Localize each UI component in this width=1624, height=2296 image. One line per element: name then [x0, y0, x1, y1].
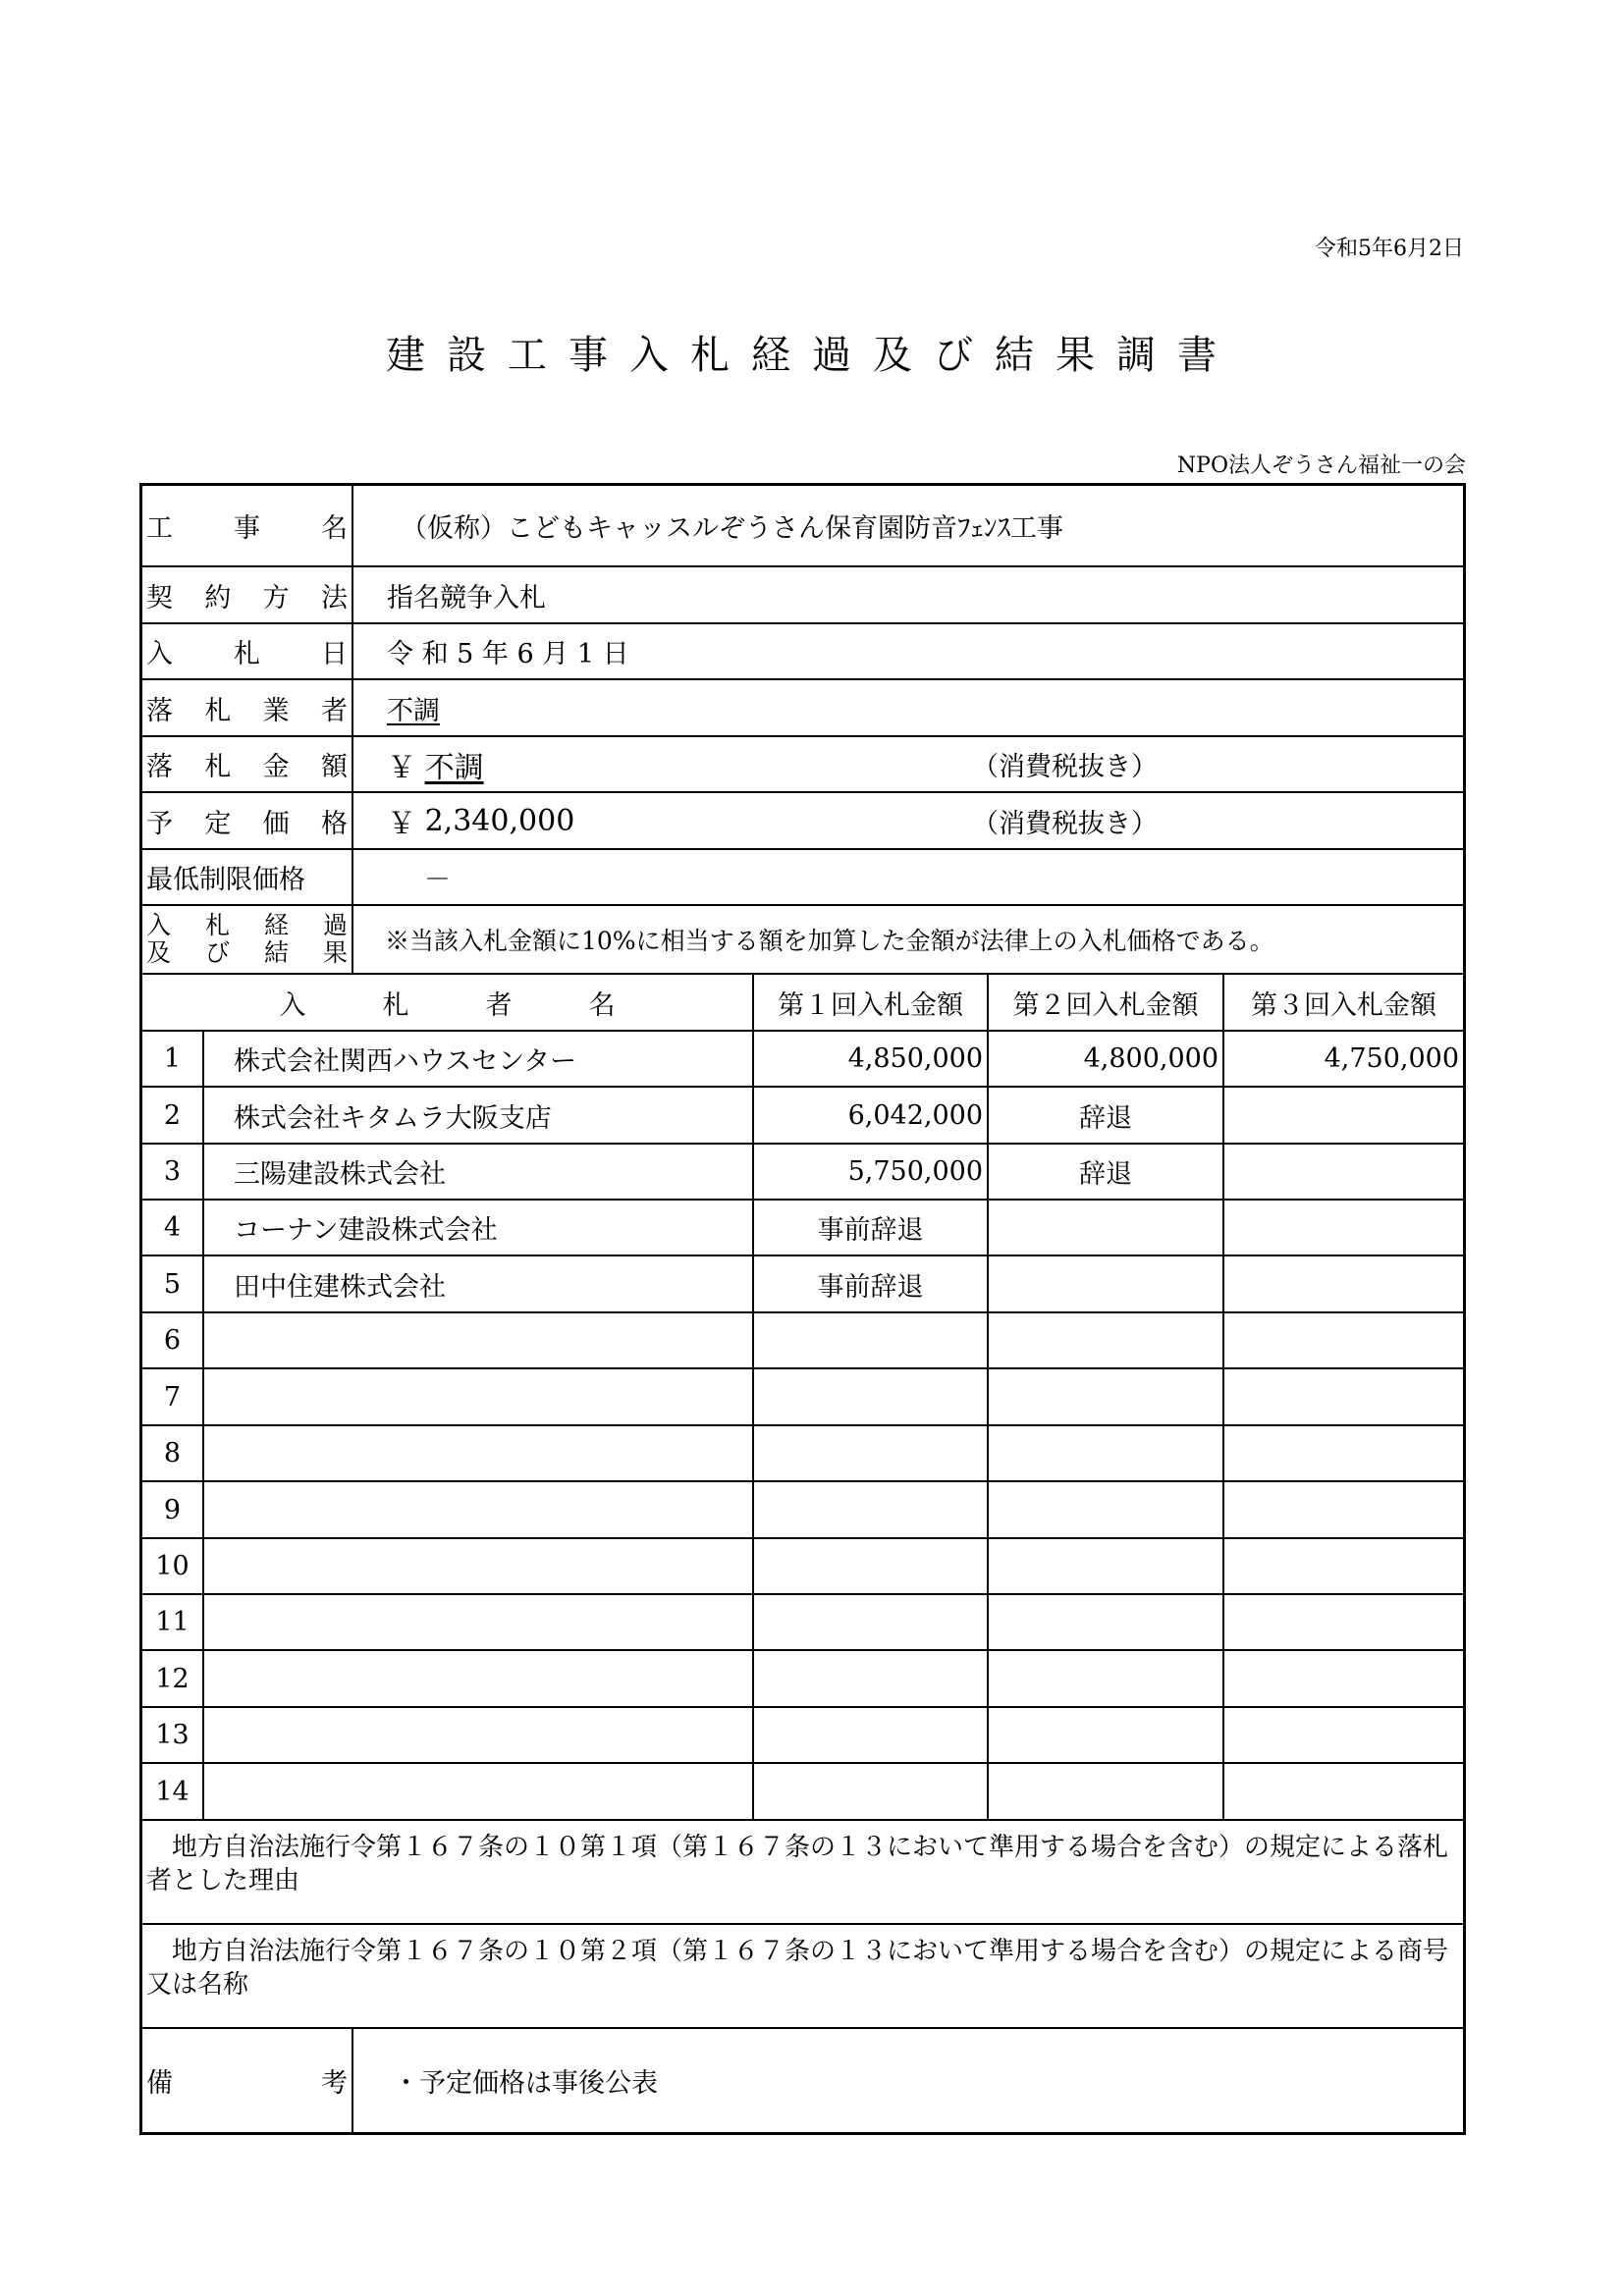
round3-amount — [1224, 1595, 1463, 1649]
round1-amount: 事前辞退 — [754, 1256, 989, 1311]
progress-value: ※当該入札金額に10%に相当する額を加算した金額が法律上の入札価格である。 — [385, 927, 1274, 955]
project-label: 工 事 名 — [142, 486, 353, 565]
bidder-number: 3 — [142, 1145, 204, 1199]
round2-amount — [989, 1595, 1224, 1649]
bidder-name — [204, 1708, 754, 1762]
bidder-number: 13 — [142, 1708, 204, 1762]
bidder-name — [204, 1595, 754, 1649]
document-date: 令和5年6月2日 — [1315, 237, 1464, 261]
bid-date-value: 令 和 5 年 6 月 1 日 — [387, 639, 629, 669]
remarks-row — [139, 2029, 1466, 2135]
round3-amount — [1224, 1369, 1463, 1424]
round1-amount: 事前辞退 — [754, 1201, 989, 1255]
round1-amount — [754, 1482, 989, 1537]
round3-amount — [1224, 1088, 1463, 1143]
winner-label: 落 札 業 者 — [142, 680, 353, 735]
round3-amount — [1224, 1539, 1463, 1593]
bidder-name — [204, 1651, 754, 1706]
bid-date-row — [139, 624, 1466, 680]
round3-amount — [1224, 1145, 1463, 1199]
trade-name-row — [139, 1925, 1466, 2029]
round1-amount — [754, 1764, 989, 1819]
bidder-name — [204, 1482, 754, 1537]
planned-price-tax-note: （消費税抜き） — [972, 808, 1158, 839]
bidder-name: 株式会社キタムラ大阪支店 — [204, 1088, 754, 1143]
bidder-number: 6 — [142, 1313, 204, 1367]
min-price-row — [139, 850, 1466, 906]
round1-amount — [754, 1651, 989, 1706]
round3-amount — [1224, 1313, 1463, 1367]
round1-amount — [754, 1595, 989, 1649]
bidder-number: 10 — [142, 1539, 204, 1593]
round1-amount — [754, 1708, 989, 1762]
winning-amount-value: ￥ 不調 （消費税抜き） — [353, 737, 1463, 791]
winner-reason-text: 地方自治法施行令第１６７条の１０第１項（第１６７条の１３において準用する場合を含む）の規定による落札者とした理由 — [146, 1833, 1449, 1896]
bidder-name: コーナン建設株式会社 — [204, 1201, 754, 1255]
table-row — [139, 1032, 1466, 1088]
table-row — [139, 1764, 1466, 1821]
table-row — [139, 1369, 1466, 1426]
project-row — [139, 483, 1466, 567]
bidder-name — [204, 1539, 754, 1593]
remarks-label: 備 考 — [142, 2029, 353, 2132]
document-title: 建設工事入札経過及び結果調書 — [386, 333, 1238, 378]
winning-amount-label: 落 札 金 額 — [142, 737, 353, 791]
round2-amount — [989, 1426, 1224, 1480]
planned-price-row — [139, 793, 1466, 850]
planned-price-value: ￥ 2,340,000 （消費税抜き） — [353, 793, 1463, 848]
round3-amount — [1224, 1482, 1463, 1537]
round2-header: 第２回入札金額 — [989, 975, 1224, 1030]
round3-amount — [1224, 1764, 1463, 1819]
bidder-name-header: 入札者名 — [142, 975, 754, 1030]
table-row — [139, 1256, 1466, 1313]
table-row — [139, 1201, 1466, 1256]
round2-amount: 4,800,000 — [989, 1032, 1224, 1086]
trade-name-text: 地方自治法施行令第１６７条の１０第２項（第１６７条の１３において準用する場合を含む）の規定による商号又は名称 — [146, 1937, 1449, 2000]
progress-row — [139, 906, 1466, 975]
min-price-label: 最低制限価格 — [142, 850, 353, 904]
round3-amount — [1224, 1256, 1463, 1311]
round2-amount — [989, 1313, 1224, 1367]
table-row — [139, 1651, 1466, 1708]
project-value: （仮称）こどもキャッスルぞうさん保育園防音ﾌｪﾝｽ工事 — [401, 513, 1063, 544]
round2-amount: 辞退 — [989, 1088, 1224, 1143]
round3-amount — [1224, 1201, 1463, 1255]
winning-amount-row — [139, 737, 1466, 793]
bid-table-header — [139, 975, 1466, 1032]
bidder-name — [204, 1369, 754, 1424]
planned-price-label: 予 定 価 格 — [142, 793, 353, 848]
bidder-number: 5 — [142, 1256, 204, 1311]
round1-amount — [754, 1313, 989, 1367]
round3-amount — [1224, 1651, 1463, 1706]
remarks-value: ・予定価格は事後公表 — [393, 2068, 658, 2099]
round1-amount: 6,042,000 — [754, 1088, 989, 1143]
contract-method-value: 指名競争入札 — [387, 582, 546, 614]
organization-name: NPO法人ぞうさん福祉一の会 — [1176, 454, 1466, 478]
min-price-value: － — [424, 865, 451, 895]
round1-amount — [754, 1369, 989, 1424]
table-row — [139, 1708, 1466, 1764]
bidder-number: 14 — [142, 1764, 204, 1819]
bidder-name — [204, 1426, 754, 1480]
round2-amount — [989, 1482, 1224, 1537]
round2-amount — [989, 1201, 1224, 1255]
progress-label: 入 札 経 過 及 び 結 果 — [142, 906, 353, 973]
round1-header: 第１回入札金額 — [754, 975, 989, 1030]
table-row — [139, 1145, 1466, 1201]
table-row — [139, 1426, 1466, 1482]
round2-amount — [989, 1764, 1224, 1819]
bidder-number: 9 — [142, 1482, 204, 1537]
winner-row — [139, 680, 1466, 737]
winner-value: 不調 — [387, 695, 440, 726]
round1-amount — [754, 1426, 989, 1480]
bidder-name — [204, 1313, 754, 1367]
winner-reason-row — [139, 1821, 1466, 1925]
round3-amount — [1224, 1426, 1463, 1480]
bidder-number: 4 — [142, 1201, 204, 1255]
bidder-name: 三陽建設株式会社 — [204, 1145, 754, 1199]
bidder-name — [204, 1764, 754, 1819]
round2-amount — [989, 1369, 1224, 1424]
round2-amount — [989, 1651, 1224, 1706]
winning-amount-tax-note: （消費税抜き） — [972, 752, 1158, 782]
round2-amount — [989, 1708, 1224, 1762]
round1-amount: 5,750,000 — [754, 1145, 989, 1199]
bidder-number: 2 — [142, 1088, 204, 1143]
bidder-number: 11 — [142, 1595, 204, 1649]
bid-date-label: 入 札 日 — [142, 624, 353, 678]
table-row — [139, 1088, 1466, 1145]
contract-method-row — [139, 567, 1466, 624]
table-row — [139, 1313, 1466, 1369]
bidder-number: 8 — [142, 1426, 204, 1480]
bidder-name: 田中住建株式会社 — [204, 1256, 754, 1311]
round3-amount: 4,750,000 — [1324, 1043, 1459, 1074]
bidder-number: 7 — [142, 1369, 204, 1424]
round2-amount — [989, 1539, 1224, 1593]
round3-header: 第３回入札金額 — [1251, 989, 1436, 1021]
round3-amount — [1224, 1708, 1463, 1762]
bidder-number: 12 — [142, 1651, 204, 1706]
round2-amount: 辞退 — [989, 1145, 1224, 1199]
contract-method-label: 契 約 方 法 — [142, 567, 353, 622]
bidder-name: 株式会社関西ハウスセンター — [204, 1032, 754, 1086]
table-row — [139, 1539, 1466, 1595]
round1-amount: 4,850,000 — [754, 1032, 989, 1086]
bidder-number: 1 — [142, 1032, 204, 1086]
table-row — [139, 1595, 1466, 1651]
round2-amount — [989, 1256, 1224, 1311]
round1-amount — [754, 1539, 989, 1593]
table-row — [139, 1482, 1466, 1539]
